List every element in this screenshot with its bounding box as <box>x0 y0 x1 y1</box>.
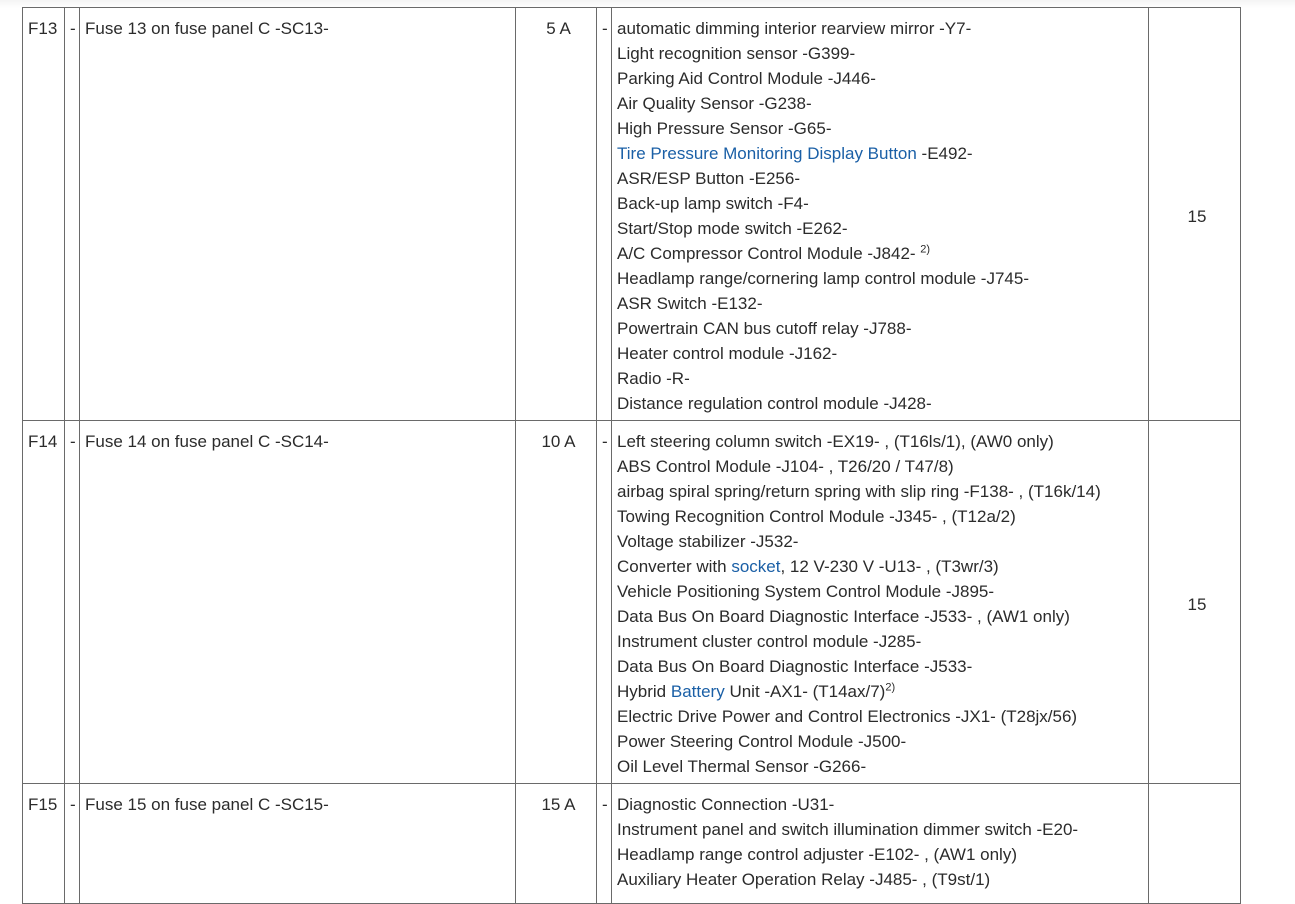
component-item <box>617 241 1148 266</box>
component-list <box>612 8 1149 421</box>
component-text: Instrument cluster control module -J285- <box>617 632 922 651</box>
component-item <box>617 141 1148 166</box>
component-text: Headlamp range control adjuster -E102- , (AW1 only) <box>617 845 1017 864</box>
separator-dash: - <box>597 421 612 784</box>
component-text: Distance regulation control module -J428- <box>617 394 932 413</box>
fuse-amperage: 5 A <box>516 8 597 421</box>
fuse-amperage: 10 A <box>516 421 597 784</box>
separator-dash: - <box>65 8 80 421</box>
component-text: ABS Control Module -J104- , T26/20 / T47/8) <box>617 457 954 476</box>
component-text: Start/Stop mode switch -E262- <box>617 219 848 238</box>
table-row <box>23 421 1241 784</box>
component-text: Oil Level Thermal Sensor -G266- <box>617 757 867 776</box>
component-item <box>617 191 1148 216</box>
component-item <box>617 529 1148 554</box>
component-item <box>617 679 1148 704</box>
fuse-id: F14 <box>23 421 65 784</box>
table-row <box>23 784 1241 904</box>
component-text: Diagnostic Connection -U31- <box>617 795 835 814</box>
component-item <box>617 729 1148 754</box>
footnote-marker: 2) <box>885 681 896 694</box>
component-item <box>617 579 1148 604</box>
separator-dash: - <box>597 8 612 421</box>
fuse-id: F13 <box>23 8 65 421</box>
component-item <box>617 817 1148 842</box>
component-item <box>617 366 1148 391</box>
component-item <box>617 66 1148 91</box>
component-item <box>617 454 1148 479</box>
terminal-number <box>1149 784 1241 904</box>
fuse-id: F15 <box>23 784 65 904</box>
component-item <box>617 654 1148 679</box>
component-text: Powertrain CAN bus cutoff relay -J788- <box>617 319 912 338</box>
separator-dash: - <box>65 784 80 904</box>
component-text: , 12 V-230 V -U13- , (T3wr/3) <box>780 557 999 576</box>
component-item <box>617 16 1148 41</box>
component-text: Left steering column switch -EX19- , (T16ls/1), (AW0 only) <box>617 432 1054 451</box>
component-text: A/C Compressor Control Module -J842- <box>617 244 921 263</box>
component-item <box>617 41 1148 66</box>
component-text: Vehicle Positioning System Control Module -J895- <box>617 582 995 601</box>
component-item <box>617 341 1148 366</box>
component-text: Data Bus On Board Diagnostic Interface -J533- , (AW1 only) <box>617 607 1070 626</box>
component-text: Heater control module -J162- <box>617 344 838 363</box>
component-list <box>612 784 1149 904</box>
component-text: Auxiliary Heater Operation Relay -J485- , (T9st/1) <box>617 870 991 889</box>
component-item <box>617 504 1148 529</box>
component-text: Instrument panel and switch illumination dimmer switch -E20- <box>617 820 1079 839</box>
component-text: automatic dimming interior rearview mirror -Y7- <box>617 19 972 38</box>
component-text: Parking Aid Control Module -J446- <box>617 69 876 88</box>
component-text: Light recognition sensor -G399- <box>617 44 856 63</box>
table-row <box>23 8 1241 421</box>
component-item <box>617 291 1148 316</box>
component-text: Air Quality Sensor -G238- <box>617 94 812 113</box>
component-text: airbag spiral spring/return spring with slip ring -F138- , (T16k/14) <box>617 482 1101 501</box>
terminal-number: 15 <box>1149 8 1241 421</box>
component-item <box>617 479 1148 504</box>
fuse-name: Fuse 14 on fuse panel C -SC14- <box>80 421 516 784</box>
component-text: ASR/ESP Button -E256- <box>617 169 801 188</box>
component-item <box>617 842 1148 867</box>
component-item <box>617 116 1148 141</box>
component-item <box>617 316 1148 341</box>
fuse-table <box>22 7 1241 904</box>
component-link[interactable]: Battery <box>670 682 725 701</box>
separator-dash: - <box>597 784 612 904</box>
component-item <box>617 629 1148 654</box>
component-list <box>612 421 1149 784</box>
component-link[interactable]: Tire Pressure Monitoring Display Button <box>617 144 917 163</box>
component-item <box>617 429 1148 454</box>
component-link[interactable]: socket <box>731 557 781 576</box>
separator-dash: - <box>65 421 80 784</box>
component-item <box>617 391 1148 416</box>
component-text: ASR Switch -E132- <box>617 294 763 313</box>
component-text: -E492- <box>916 144 973 163</box>
fuse-name: Fuse 15 on fuse panel C -SC15- <box>80 784 516 904</box>
component-text: High Pressure Sensor -G65- <box>617 119 832 138</box>
component-text: Back-up lamp switch -F4- <box>617 194 809 213</box>
component-text: Unit -AX1- (T14ax/7) <box>724 682 886 701</box>
component-text: Electric Drive Power and Control Electronics -JX1- (T28jx/56) <box>617 707 1078 726</box>
component-item <box>617 554 1148 579</box>
component-item <box>617 216 1148 241</box>
fuse-amperage: 15 A <box>516 784 597 904</box>
component-item <box>617 792 1148 817</box>
component-item <box>617 754 1148 779</box>
component-item <box>617 604 1148 629</box>
component-item <box>617 704 1148 729</box>
terminal-number: 15 <box>1149 421 1241 784</box>
footnote-marker: 2) <box>920 243 931 256</box>
component-item <box>617 266 1148 291</box>
component-text: Headlamp range/cornering lamp control module -J745- <box>617 269 1029 288</box>
component-item <box>617 867 1148 892</box>
component-text: Data Bus On Board Diagnostic Interface -J533- <box>617 657 973 676</box>
component-item <box>617 91 1148 116</box>
fuse-name: Fuse 13 on fuse panel C -SC13- <box>80 8 516 421</box>
component-text: Radio -R- <box>617 369 690 388</box>
component-text: Converter with <box>617 557 732 576</box>
component-text: Hybrid <box>617 682 671 701</box>
component-text: Voltage stabilizer -J532- <box>617 532 799 551</box>
component-item <box>617 166 1148 191</box>
component-text: Power Steering Control Module -J500- <box>617 732 907 751</box>
component-text: Towing Recognition Control Module -J345- , (T12a/2) <box>617 507 1016 526</box>
